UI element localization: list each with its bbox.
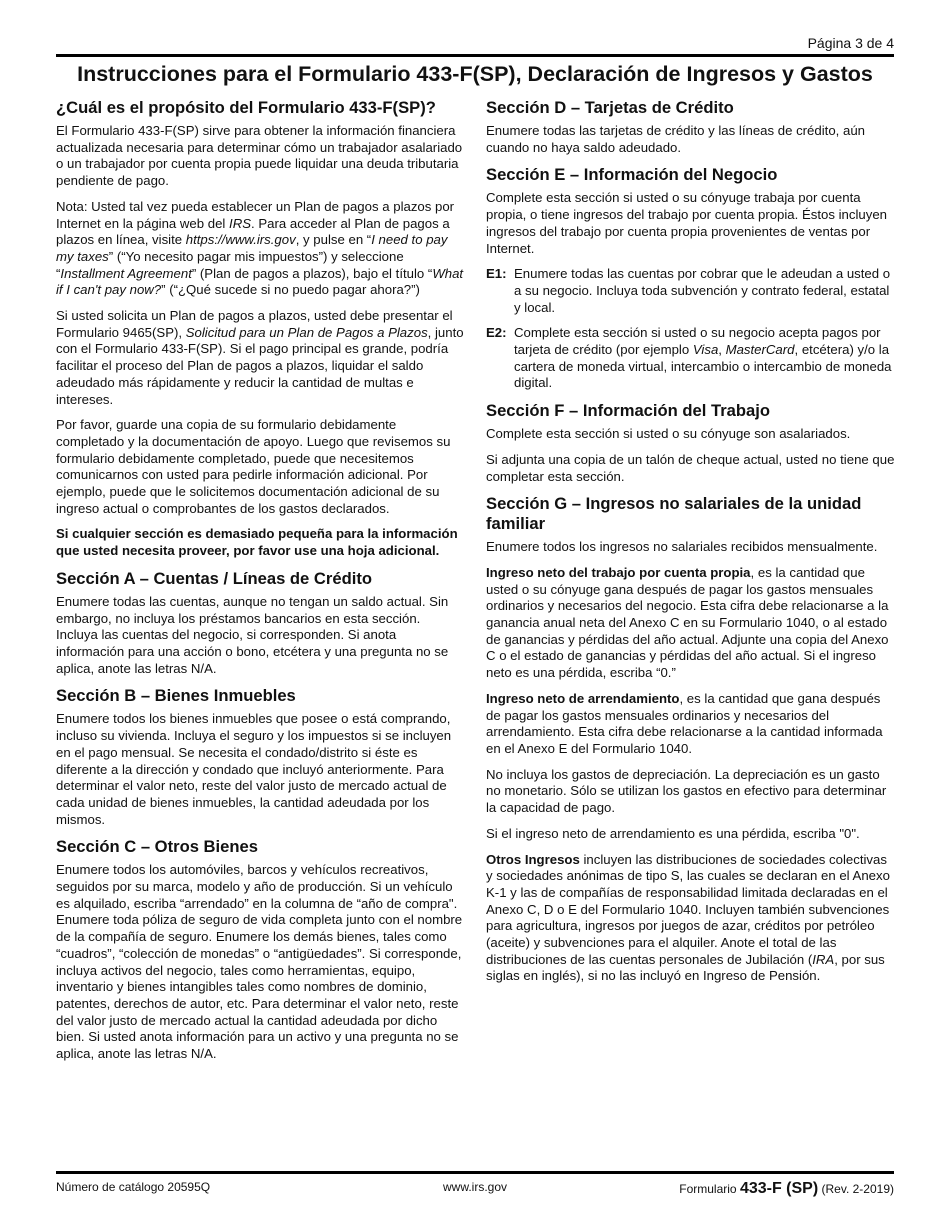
note-text-c: , y pulse en “ — [295, 232, 372, 248]
other-income-text-a: incluyen las distribuciones de sociedades colectivas y sociedades anónimas de tipo S, las cuales se declaran en el Anexo K-1 y las de compañías de responsabilidad limitada declaradas en el Anexo C, D o E del Formulario 1040. Incluyen también subvenciones para agricultura, ingresos por juegos de azar, créditos por petróleo (aceite) y subvenciones para el alquiler. Anote el total de las distribuciones de las cuentas personales de Jubilación ( — [486, 851, 890, 967]
section-f-text-1: Complete esta sección si usted o su cónyuge son asalariados. — [486, 426, 851, 442]
section-b-heading: Sección B – Bienes Inmuebles — [56, 686, 296, 706]
e2-tag: E2: — [486, 325, 507, 341]
page-number: Página 3 de 4 — [807, 35, 894, 51]
rental-text: , es la cantidad que gana después de pagar los gastos mensuales ordinarios y necesarios del arrendamiento. Esta cifra debe relacionarse a la cantidad informada en el Anexo E del Formulario 1040. — [486, 690, 883, 756]
e1-item — [486, 266, 896, 316]
section-g-heading: Sección G – Ingresos no salariales de la unidad familiar — [486, 494, 862, 534]
top-rule — [56, 54, 894, 57]
installment-agreement-link: Installment Agreement — [60, 265, 192, 281]
section-a-heading: Sección A – Cuentas / Líneas de Crédito — [56, 568, 372, 588]
note-text-b: . Para acceder al Plan de pagos a plazos en línea, visite — [56, 215, 450, 248]
plan-text-a: Si usted solicita un Plan de pagos a plazos, usted debe presentar el Formulario 9465(SP), — [56, 308, 453, 340]
e1-tag: E1: — [486, 266, 507, 282]
need-to-pay-link: I need to pay my taxes — [56, 232, 448, 264]
section-g-text-1: Enumere todos los ingresos no salariales recibidos mensualmente. — [486, 539, 878, 555]
section-b-text: Enumere todos los bienes inmuebles que posee o está comprando, incluso su vivienda. Incluya el seguro y los impuestos si se incluyen en el pago mensual. Se necesita el condado/distrito si éste es diferente a la dirección y condado que incluyó anteriormente. Para determinar el valor neto, reste del valor justo de mercado actual de cada unidad de bienes inmuebles, la cantidad adeudada por los mismos. — [56, 711, 452, 827]
plan-form-name: Solicitud para un Plan de Pagos a Plazos — [185, 324, 428, 340]
website-footer: www.irs.gov — [442, 1180, 507, 1194]
catalog-number: Número de catálogo 20595Q — [56, 1180, 211, 1194]
right-column — [486, 98, 896, 994]
plan-text-b: , junto con el Formulario 433-F(SP). Si el pago principal es grande, podría facilitar el proceso del Plan de pagos a plazos, liquidar el saldo adeudado más rápidamente y reducir la cantidad de multas e intereses. — [56, 324, 464, 407]
form-identifier — [679, 1180, 894, 1198]
other-income-ira: IRA — [812, 951, 835, 967]
section-c-heading: Sección C – Otros Bienes — [56, 837, 258, 857]
e2-text-a: Complete esta sección si usted o su negocio acepta pagos por tarjeta de crédito (por ejemplo — [514, 325, 881, 358]
purpose-paragraph: El Formulario 433-F(SP) sirve para obtener la información financiera actualizada necesaria para determinar cómo un trabajador asalariado o un trabajador por cuenta propia puede liquidar una deuda tributaria pendiente de pago. — [56, 123, 463, 189]
bottom-rule — [56, 1171, 894, 1174]
other-income-lead: Otros Ingresos — [486, 851, 580, 867]
depreciation-paragraph: No incluya los gastos de depreciación. La depreciación es un gasto no monetario. Sólo se utilizan los gastos en efectivo para determinar la capacidad de pago. — [486, 766, 887, 816]
note-text-e: ” (Plan de pagos a plazos), bajo el título “ — [191, 265, 433, 281]
section-e-text: Complete esta sección si usted o su cónyuge trabaja por cuenta propia, o tiene ingresos del trabajo por cuenta propia. Éstos incluyen ingresos del trabajo por cuenta propia provenientes de ventas por Internet. — [486, 190, 888, 256]
rental-paragraph — [486, 691, 896, 758]
section-c-text: Enumere todos los automóviles, barcos y vehículos recreativos, seguidos por su marca, modelo y año de producción. Si un vehículo es alquilado, escriba “arrendado” en la columna de “año de compra". Enumere toda póliza de seguro de vida completa junto con el nombre de la compañía de seguro. Enumere los demás bienes, tales como “cuadros”, “colección de monedas” o “antigüedades”. Si corresponde, incluya activos del negocio, tales como herramientas, equipo, inventario y bienes intangibles tales como nombres de dominio, patentes, derechos de autor, etc. Para determinar el valor neto, reste del valor justo de mercado actual la cantidad adeudada por dicho bien. Si usted anota información para un activo y una pregunta no se aplica, anote las letras N/A. — [56, 862, 463, 1062]
section-d-text: Enumere todas las tarjetas de crédito y las líneas de crédito, aún cuando no haya saldo adeudado. — [486, 123, 865, 155]
note-irs: IRS — [229, 215, 252, 231]
installment-note — [56, 199, 464, 299]
self-employment-text: , es la cantidad que usted o su cónyuge gana después de pagar los gastos mensuales ordinarios y necesarios del negocio. Esta cifra debe relacionarse a la ganancia anual neta del Anexo C en su Formulario 1040, o al estado de ganancias y pérdidas del año actual. Adjunte una copia del Anexo C o el estado de ganancias y pérdidas del año actual. Si el ingreso neto es una pérdida, escriba “0.” — [486, 564, 889, 681]
installment-plan-paragraph — [56, 308, 464, 408]
form-name: 433-F (SP) — [739, 1180, 819, 1197]
cant-pay-now-link: What if I can't pay now? — [56, 265, 464, 298]
section-a-text: Enumere todas las cuentas, aunque no tengan un saldo actual. Sin embargo, no incluya los préstamos bancarios en esta sección. Incluya las cuentas del negocio, si corresponden. Si anota información para una acción o bono, etcétera y una pregunta no se aplica, anote las letras N/A. — [56, 593, 449, 676]
rental-lead: Ingreso neto de arrendamiento — [486, 690, 680, 706]
note-text-d: ” (“Yo necesito pagar mis impuestos”) y seleccione “ — [56, 248, 404, 281]
section-f-heading: Sección F – Información del Trabajo — [486, 401, 771, 421]
self-employment-lead: Ingreso neto del trabajo por cuenta propia — [486, 564, 751, 580]
e2-text-b: , etcétera) y/o la cartera de moneda virtual, intercambio o intercambio de moneda digital. — [514, 342, 892, 391]
purpose-heading: ¿Cuál es el propósito del Formulario 433-F(SP)? — [56, 98, 436, 117]
extra-sheet-note: Si cualquier sección es demasiado pequeña para la información que usted necesita proveer, por favor use una hoja adicional. — [56, 526, 458, 559]
irs-url-link[interactable]: https://www.irs.gov — [185, 232, 296, 248]
other-income-text-b: , por sus siglas en inglés), si no las incluyó en Ingreso de Pensión. — [486, 951, 885, 984]
e2-mastercard: MasterCard — [725, 342, 795, 358]
e2-comma: , — [718, 342, 726, 358]
other-income-paragraph — [486, 852, 896, 986]
e2-text — [514, 325, 896, 392]
self-employment-paragraph — [486, 565, 896, 682]
section-e-heading: Sección E – Información del Negocio — [486, 165, 778, 185]
form-prefix: Formulario — [679, 1182, 740, 1196]
e2-visa: Visa — [692, 342, 719, 358]
rental-loss-paragraph: Si el ingreso neto de arrendamiento es una pérdida, escriba "0". — [486, 825, 860, 841]
form-revision: (Rev. 2-2019) — [818, 1182, 894, 1196]
left-column — [56, 98, 464, 1072]
e1-text: Enumere todas las cuentas por cobrar que le adeudan a usted o a su negocio. Incluya toda subvención y contrato federal, estatal y local. — [514, 266, 891, 315]
section-d-heading: Sección D – Tarjetas de Crédito — [486, 98, 734, 117]
copy-paragraph: Por favor, guarde una copia de su formulario debidamente completado y la documentación de apoyo. Luego que revisemos su formulario debidamente completado, puede que necesitemos comunicarnos con usted para pedirle información adicional. Por ejemplo, puede que le solicitemos documentación adicional de su ingreso actual o comprobantes de los gastos declarados. — [56, 417, 451, 516]
note-text-f: ” (“¿Qué sucede si no puedo pagar ahora?”) — [161, 282, 420, 298]
section-f-text-2: Si adjunta una copia de un talón de cheque actual, usted no tiene que completar esta sección. — [486, 451, 895, 484]
note-text-a: Nota: Usted tal vez pueda establecer un Plan de pagos a plazos por Internet en la página web del — [56, 198, 455, 231]
e2-item — [486, 325, 896, 392]
document-title: Instrucciones para el Formulario 433-F(SP), Declaración de Ingresos y Gastos — [77, 62, 873, 86]
